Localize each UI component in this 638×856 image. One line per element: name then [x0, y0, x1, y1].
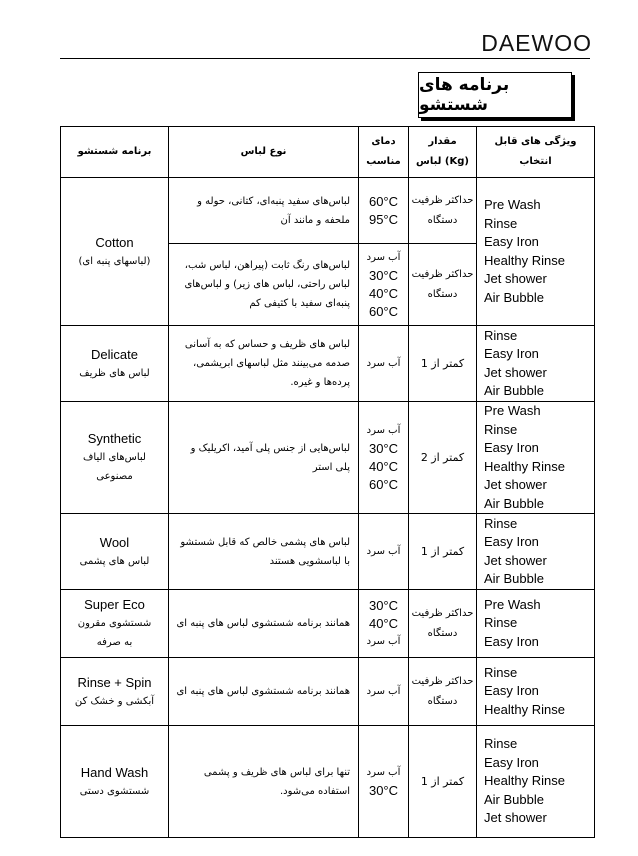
features-cell: Rinse Easy Iron Jet shower Air Bubble [477, 326, 595, 402]
temp-cell: آب سرد [359, 326, 409, 402]
program-cell: Cotton (لباسهای پنبه ای) [61, 178, 169, 326]
program-cell: Rinse + Spin آبکشی و خشک کن [61, 658, 169, 726]
brand-logo: DAEWOO [481, 30, 592, 56]
program-cell: Wool لباس های پشمی [61, 514, 169, 590]
clothes-cell: تنها برای لباس های ظریف و پشمی استفاده می‌شود. [169, 726, 359, 838]
clothes-cell: همانند برنامه شستشوی لباس های پنبه ای [169, 658, 359, 726]
page-title: برنامه های شستشو [418, 72, 572, 118]
wash-programs-table [60, 126, 595, 838]
temp-cell: آب سرد 30°C 40°C 60°C [359, 244, 409, 326]
clothes-cell: لباس‌های رنگ ثابت (پیراهن، لباس شب، لباس راحتی، لباس های زیر) و لباس‌های پنبه‌ای سفید با کثیفی کم [169, 244, 359, 326]
table-row [61, 514, 595, 590]
load-cell: حداکثر ظرفیت دستگاه [409, 244, 477, 326]
features-cell: Pre Wash Rinse Easy Iron Healthy Rinse Jet shower Air Bubble [477, 178, 595, 326]
table-row [61, 590, 595, 658]
table-row [61, 726, 595, 838]
header-temp: دمای مناسب [359, 127, 409, 178]
program-cell: Delicate لباس های ظریف [61, 326, 169, 402]
clothes-cell: لباس‌هایی از جنس پلی آمید، اکریلیک و پلی استر [169, 402, 359, 514]
table-header-row [61, 127, 595, 178]
temp-cell: آب سرد 30°C 40°C 60°C [359, 402, 409, 514]
header-clothes: نوع لباس [169, 127, 359, 178]
load-cell: حداکثر ظرفیت دستگاه [409, 178, 477, 244]
load-cell: کمتر از 1 [409, 326, 477, 402]
features-cell: Rinse Easy Iron Healthy Rinse Air Bubble Jet shower [477, 726, 595, 838]
load-cell: کمتر از 1 [409, 514, 477, 590]
load-cell: کمتر از 1 [409, 726, 477, 838]
program-cell: Super Eco شستشوی مقرون به صرفه [61, 590, 169, 658]
program-cell: Hand Wash شستشوی دستی [61, 726, 169, 838]
temp-cell: 30°C 40°C آب سرد [359, 590, 409, 658]
clothes-cell: لباس‌های سفید پنبه‌ای، کتانی، حوله و ملحفه و مانند آن [169, 178, 359, 244]
table-row [61, 658, 595, 726]
header-load: مقدار لباس (Kg) [409, 127, 477, 178]
header-program: برنامه شستشو [61, 127, 169, 178]
clothes-cell: همانند برنامه شستشوی لباس های پنبه ای [169, 590, 359, 658]
header-features: ویژگی های قابل انتخاب [477, 127, 595, 178]
header-rule [60, 58, 590, 59]
load-cell: حداکثر ظرفیت دستگاه [409, 658, 477, 726]
table-row [61, 178, 595, 244]
load-cell: حداکثر ظرفیت دستگاه [409, 590, 477, 658]
table-row [61, 402, 595, 514]
temp-cell: 60°C 95°C [359, 178, 409, 244]
features-cell: Rinse Easy Iron Jet shower Air Bubble [477, 514, 595, 590]
temp-cell: آب سرد [359, 514, 409, 590]
temp-cell: آب سرد [359, 658, 409, 726]
features-cell: Pre Wash Rinse Easy Iron Healthy Rinse Jet shower Air Bubble [477, 402, 595, 514]
program-cell: Synthetic لباس‌های الیاف مصنوعی [61, 402, 169, 514]
temp-cell: آب سرد 30°C [359, 726, 409, 838]
clothes-cell: لباس های ظریف و حساس که به آسانی صدمه می‌بینند مثل لباسهای ابریشمی، پرده‌ها و غیره. [169, 326, 359, 402]
clothes-cell: لباس های پشمی خالص که قابل شستشو با لباسشویی هستند [169, 514, 359, 590]
load-cell: کمتر از 2 [409, 402, 477, 514]
features-cell: Rinse Easy Iron Healthy Rinse [477, 658, 595, 726]
features-cell: Pre Wash Rinse Easy Iron [477, 590, 595, 658]
table-row [61, 326, 595, 402]
